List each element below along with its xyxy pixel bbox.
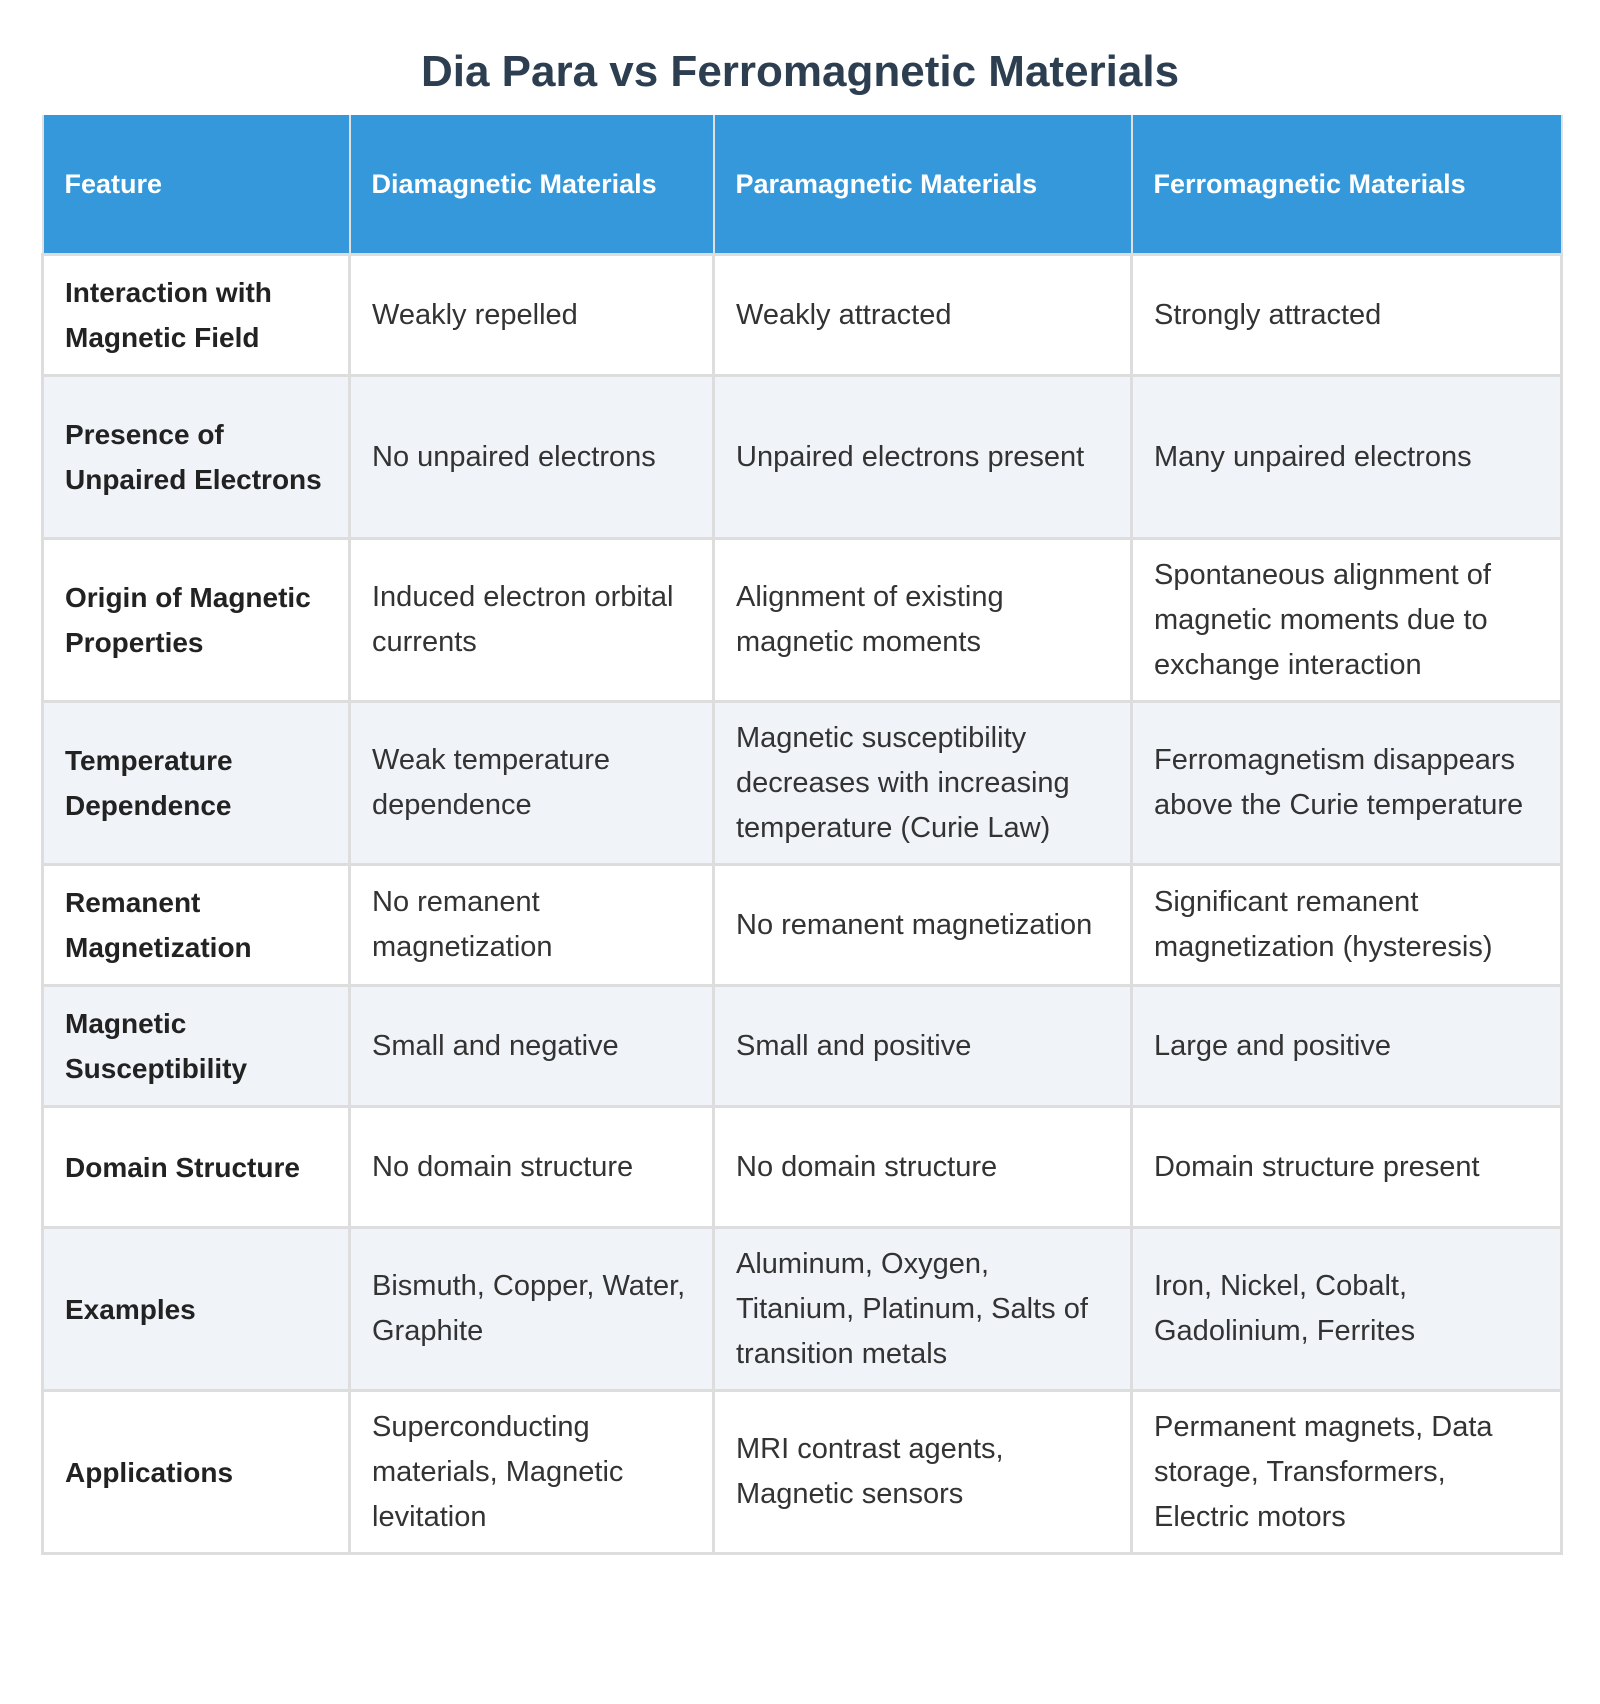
paramagnetic-cell: Alignment of existing magnetic moments bbox=[714, 539, 1132, 702]
header-row bbox=[43, 115, 1562, 255]
table-row bbox=[43, 255, 1562, 376]
feature-cell: Origin of Magnetic Properties bbox=[43, 539, 350, 702]
ferromagnetic-cell: Spontaneous alignment of magnetic moments due to exchange interaction bbox=[1132, 539, 1562, 702]
feature-cell: Applications bbox=[43, 1391, 350, 1554]
paramagnetic-cell: MRI contrast agents, Magnetic sensors bbox=[714, 1391, 1132, 1554]
feature-cell: Domain Structure bbox=[43, 1107, 350, 1228]
paramagnetic-cell: Small and positive bbox=[714, 986, 1132, 1107]
feature-cell: Magnetic Susceptibility bbox=[43, 986, 350, 1107]
feature-cell: Examples bbox=[43, 1228, 350, 1391]
feature-cell: Interaction with Magnetic Field bbox=[43, 255, 350, 376]
diamagnetic-cell: No unpaired electrons bbox=[350, 376, 714, 539]
paramagnetic-cell: Unpaired electrons present bbox=[714, 376, 1132, 539]
header-diamagnetic: Diamagnetic Materials bbox=[350, 115, 714, 255]
comparison-table bbox=[41, 115, 1563, 1555]
feature-cell: Presence of Unpaired Electrons bbox=[43, 376, 350, 539]
table-row bbox=[43, 1107, 1562, 1228]
diamagnetic-cell: Weak temperature dependence bbox=[350, 702, 714, 865]
table-row bbox=[43, 865, 1562, 986]
table-row bbox=[43, 702, 1562, 865]
paramagnetic-cell: Weakly attracted bbox=[714, 255, 1132, 376]
header-ferromagnetic: Ferromagnetic Materials bbox=[1132, 115, 1562, 255]
ferromagnetic-cell: Significant remanent magnetization (hysteresis) bbox=[1132, 865, 1562, 986]
ferromagnetic-cell: Iron, Nickel, Cobalt, Gadolinium, Ferrites bbox=[1132, 1228, 1562, 1391]
diamagnetic-cell: Bismuth, Copper, Water, Graphite bbox=[350, 1228, 714, 1391]
diamagnetic-cell: Superconducting materials, Magnetic levitation bbox=[350, 1391, 714, 1554]
diamagnetic-cell: Weakly repelled bbox=[350, 255, 714, 376]
table-row bbox=[43, 376, 1562, 539]
diamagnetic-cell: Induced electron orbital currents bbox=[350, 539, 714, 702]
diamagnetic-cell: No remanent magnetization bbox=[350, 865, 714, 986]
paramagnetic-cell: Magnetic susceptibility decreases with increasing temperature (Curie Law) bbox=[714, 702, 1132, 865]
ferromagnetic-cell: Many unpaired electrons bbox=[1132, 376, 1562, 539]
ferromagnetic-cell: Strongly attracted bbox=[1132, 255, 1562, 376]
table-row bbox=[43, 986, 1562, 1107]
ferromagnetic-cell: Permanent magnets, Data storage, Transformers, Electric motors bbox=[1132, 1391, 1562, 1554]
ferromagnetic-cell: Domain structure present bbox=[1132, 1107, 1562, 1228]
header-feature: Feature bbox=[43, 115, 350, 255]
table-row bbox=[43, 1391, 1562, 1554]
diamagnetic-cell: No domain structure bbox=[350, 1107, 714, 1228]
paramagnetic-cell: No remanent magnetization bbox=[714, 865, 1132, 986]
page-title: Dia Para vs Ferromagnetic Materials bbox=[420, 47, 1180, 96]
header-paramagnetic: Paramagnetic Materials bbox=[714, 115, 1132, 255]
table-row bbox=[43, 539, 1562, 702]
ferromagnetic-cell: Large and positive bbox=[1132, 986, 1562, 1107]
table-header bbox=[43, 115, 1562, 255]
diamagnetic-cell: Small and negative bbox=[350, 986, 714, 1107]
feature-cell: Temperature Dependence bbox=[43, 702, 350, 865]
feature-cell: Remanent Magnetization bbox=[43, 865, 350, 986]
table-body bbox=[43, 255, 1562, 1554]
table-row bbox=[43, 1228, 1562, 1391]
paramagnetic-cell: Aluminum, Oxygen, Titanium, Platinum, Salts of transition metals bbox=[714, 1228, 1132, 1391]
ferromagnetic-cell: Ferromagnetism disappears above the Curie temperature bbox=[1132, 702, 1562, 865]
paramagnetic-cell: No domain structure bbox=[714, 1107, 1132, 1228]
